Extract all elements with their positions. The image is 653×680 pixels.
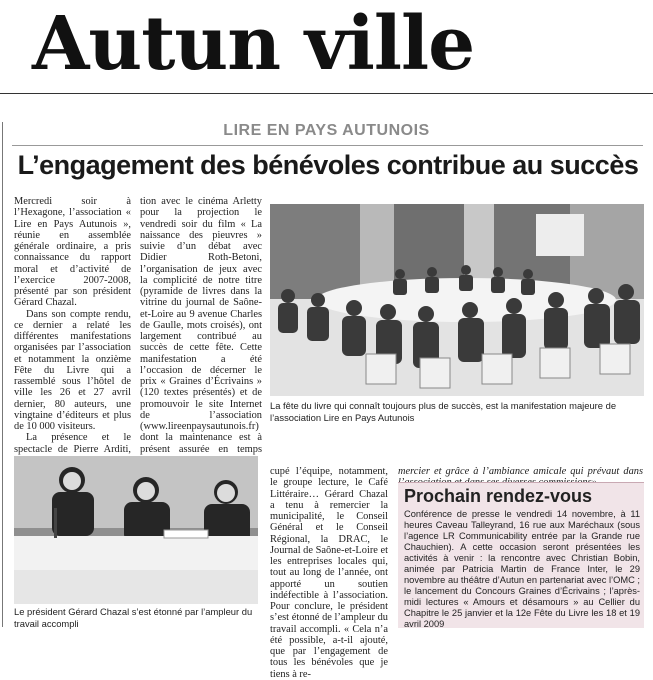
upcoming-event-body: Conférence de presse le vendredi 14 novembre, à 11 heures Caveau Talleyrand, 16 rue aux Maréchaux (sous l’agence LR Communicability entrée par la Grande rue Chauchien). A cette occasion seront présentées les activités à venir : la rencontre avec Christian Bobin, animée par Patricia Martin de France Inter, le 29 novembre au théâtre d’Autun en partenariat avec l’OMC ; le lancement du Concours Graines d’Écrivains ; l’après-midi lectures « Amours et désamours » au Cellier du Chapitre le 25 janvier et la 12e Fête du Livre les 18 et 19 avril 2009 [404, 509, 640, 630]
kicker-rule [12, 145, 643, 146]
masthead-rule [0, 93, 653, 94]
meeting-photo-image [270, 204, 644, 396]
paragraph: Mercredi soir à l’Hexagone, l’association « Lire en Pays Autunois », réunie en assemblée générale ordinaire, a pris connaissance du rapport moral et d’activité de l’exercice 2007-2008, présenté par son président Gérard Chazal. [14, 196, 131, 309]
paragraph: cupé l’équipe, notamment, le groupe lecture, le Café Littéraire… Gérard Chazal a tenu à remercier la municipalité, le Conseil Général et le Conseil Régional, la DRAC, le Journal de Saône-et-Loire et les entreprises locales qui, tout au long de l’année, ont apporté un soutien indéfectible à l’association. Pour conclure, le président s’est étonné de l’ampleur du travail accompli. « Cela n’a été possible, a-t-il ajouté, que par l’engagement de tous les bénévoles que je tiens à re- [270, 466, 389, 680]
meeting-photo-caption: La fête du livre qui connaît toujours plus de succès, est la manifestation majeure de l’association Lire en Pays Autunois [270, 400, 617, 423]
paragraph: tion avec le cinéma Arletty pour la projection le vendredi soir du film « La naissance des pieuvres » suivie d’un débat avec Didier Roth-Betoni, l’organisation de jeux avec la complicité de notre titre (pyramide de livres dans la vitrine du journal de Saône-et-Loire au 9 avenue Charles de Gaulle, mots croisés), ont largement contribué au succès de cette fête. Cette manifestation a été l’occasion de décerner le prix « Graines d’Écrivains » (120 textes présentés) et de promouvoir le site Internet de l’association (www.lireenpaysautunois.fr) dont la maintenance est à présent assurée en temps [140, 196, 262, 455]
article-column-3 [270, 466, 388, 680]
left-border-rule [2, 122, 3, 627]
paragraph: mercier et grâce à l’ambiance amicale qui prévaut dans [398, 466, 643, 477]
president-photo [14, 456, 258, 604]
article-headline: L’engagement des bénévoles contribue au succès [17, 150, 639, 180]
president-photo-caption: Le président Gérard Chazal s’est étonné par l’ampleur du travail accompli [14, 606, 253, 629]
meeting-photo [270, 204, 644, 396]
president-photo-image [14, 456, 258, 604]
article-column-2 [140, 196, 262, 477]
masthead-title: Autun ville [32, 1, 475, 87]
paragraph: Dans son compte rendu, ce dernier a relaté les différentes manifestations organisées par l’association et notamment la onzième Fête du Livre qui a rassemblé sous l’hôtel de ville les 26 et 27 avril dernier, 80 auteurs, une vingtaine d’éditeurs et plus de 10 000 visiteurs. [14, 308, 131, 432]
section-kicker: LIRE EN PAYS AUTUNOIS [223, 122, 430, 139]
upcoming-event-title: Prochain rendez-vous [404, 486, 593, 506]
article-column-1 [14, 196, 131, 477]
paragraph: La présence et le spectacle de Pierre Arditi, [14, 432, 131, 455]
